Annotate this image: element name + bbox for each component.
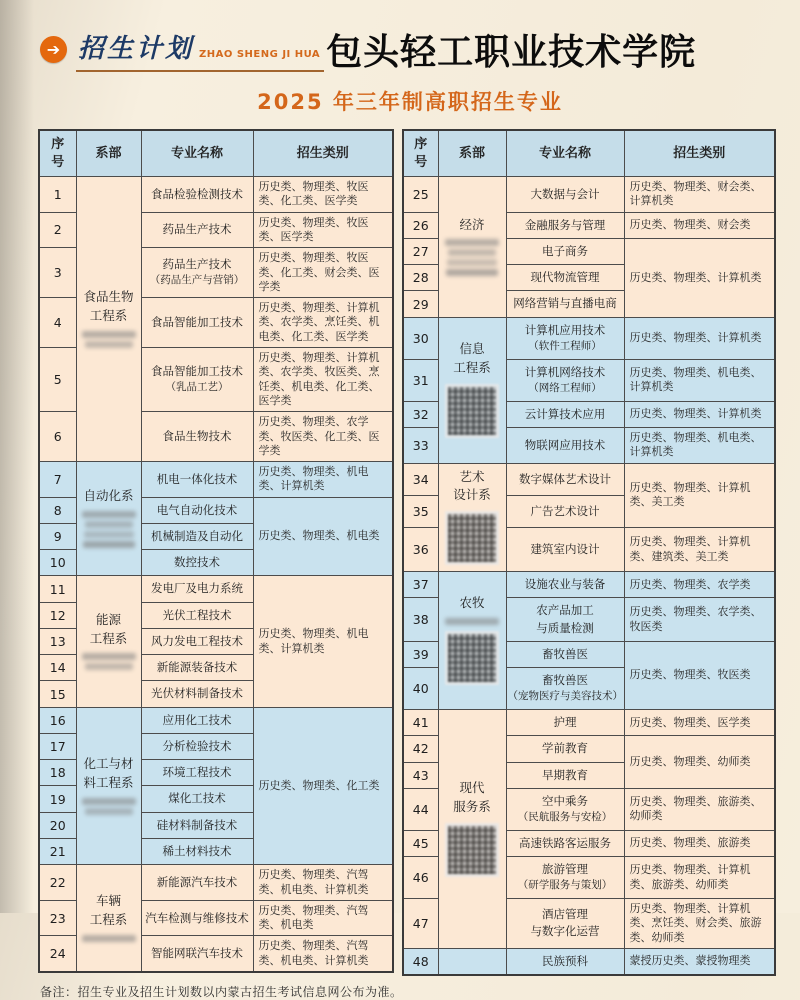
department-cell	[438, 317, 506, 463]
major-name: 与质量检测	[536, 620, 594, 635]
row-number: 42	[403, 736, 438, 762]
row-number: 24	[39, 936, 76, 972]
major-name: 旅游管理	[542, 862, 588, 877]
major-name: 食品智能加工技术	[151, 364, 243, 379]
major-name: 智能网联汽车技术	[151, 946, 243, 961]
major-cell	[506, 572, 624, 598]
major-name: 农产品加工	[536, 603, 594, 618]
category-cell: 历史类、物理类、汽驾类、机电类、计算机类	[253, 865, 393, 901]
tables-area	[0, 116, 800, 976]
row-number: 45	[403, 830, 438, 856]
category-cell: 历史类、物理类、牧医类、化工类、医学类	[253, 177, 393, 213]
major-cell	[506, 291, 624, 317]
row-number: 35	[403, 495, 438, 527]
major-cell	[141, 248, 253, 298]
category-cell: 历史类、物理类、财会类、计算机类	[624, 177, 775, 213]
row-number: 29	[403, 291, 438, 317]
department-name: 食品生物	[83, 289, 134, 305]
major-name: 酒店管理	[542, 907, 588, 922]
major-name: 汽车检测与维修技术	[145, 910, 249, 925]
redacted-text	[81, 511, 137, 548]
major-cell	[141, 576, 253, 602]
department-cell	[438, 572, 506, 710]
row-number: 34	[403, 463, 438, 495]
department-name: 工程系	[89, 912, 128, 928]
category-cell: 历史类、物理类、农学类、牧医类	[624, 598, 775, 642]
header-row	[403, 130, 775, 177]
category-cell: 历史类、物理类、汽驾类、机电类、计算机类	[253, 936, 393, 972]
major-name: 分析检验技术	[162, 738, 232, 753]
qr-code	[445, 384, 499, 438]
major-cell	[141, 212, 253, 248]
category-cell: 历史类、物理类、汽驾类、机电类	[253, 900, 393, 936]
major-cell	[141, 298, 253, 348]
major-name: 建筑室内设计	[530, 541, 600, 556]
major-cell	[506, 762, 624, 788]
category-cell: 蒙授历史类、蒙授物理类	[624, 948, 775, 975]
major-cell	[141, 497, 253, 523]
major-cell	[506, 177, 624, 213]
row-number: 23	[39, 900, 76, 936]
major-cell	[141, 936, 253, 972]
major-cell	[141, 523, 253, 549]
header-row	[39, 130, 393, 177]
enrollment-table-left-container	[38, 129, 394, 973]
row-number: 38	[403, 598, 438, 642]
category-cell: 历史类、物理类、农学类、牧医类、化工类、医学类	[253, 412, 393, 462]
category-cell: 历史类、物理类、机电类、计算机类	[624, 427, 775, 463]
row-number: 15	[39, 681, 76, 707]
row-number: 26	[403, 212, 438, 238]
major-cell	[141, 550, 253, 576]
row-number: 1	[39, 177, 76, 213]
major-cell	[141, 900, 253, 936]
major-name: 计算机网络技术	[524, 364, 606, 379]
major-name: 畜牧兽医	[542, 673, 588, 688]
column-header: 招生类别	[624, 130, 775, 177]
row-number: 8	[39, 497, 76, 523]
major-name: 护理	[553, 715, 577, 730]
category-cell: 历史类、物理类、牧医类、医学类	[253, 212, 393, 248]
row-number: 41	[403, 710, 438, 736]
column-header: 序号	[403, 130, 438, 177]
major-cell	[506, 528, 624, 572]
major-name: 电气自动化技术	[156, 502, 238, 517]
major-name: 数控技术	[174, 555, 220, 570]
category-cell: 历史类、物理类、计算机类	[624, 401, 775, 427]
department-name: 经济	[459, 216, 485, 232]
row-number: 6	[39, 412, 76, 462]
row-number: 7	[39, 462, 76, 498]
row-number: 16	[39, 707, 76, 733]
row-number: 11	[39, 576, 76, 602]
major-name: （乳品工艺）	[165, 381, 229, 394]
major-name: 金融服务与管理	[524, 217, 606, 232]
row-number: 9	[39, 523, 76, 549]
column-header: 专业名称	[506, 130, 624, 177]
table-row	[39, 177, 393, 213]
category-cell: 历史类、物理类、计算机类	[624, 238, 775, 317]
category-cell: 历史类、物理类、农学类	[624, 572, 775, 598]
major-cell	[506, 830, 624, 856]
table-row	[403, 463, 775, 495]
major-cell	[506, 598, 624, 642]
category-cell: 历史类、物理类、机电类、计算机类	[253, 462, 393, 498]
row-number: 30	[403, 317, 438, 359]
major-name: 广告艺术设计	[530, 503, 600, 518]
category-cell: 历史类、物理类、旅游类、幼师类	[624, 788, 775, 830]
row-number: 12	[39, 602, 76, 628]
row-number: 14	[39, 655, 76, 681]
major-name: （药品生产与营销）	[149, 274, 245, 287]
major-cell	[141, 838, 253, 864]
major-name: 煤化工技术	[168, 791, 226, 806]
department-name: 自动化系	[83, 488, 134, 504]
major-cell	[141, 628, 253, 654]
category-cell: 历史类、物理类、计算机类、农学类、牧医类、烹饪类、机电类、化工类、医学类	[253, 348, 393, 412]
row-number: 39	[403, 641, 438, 667]
column-header: 专业名称	[141, 130, 253, 177]
category-cell: 历史类、物理类、机电类	[253, 497, 393, 576]
row-number: 5	[39, 348, 76, 412]
major-cell	[141, 760, 253, 786]
major-cell	[506, 401, 624, 427]
row-number: 3	[39, 248, 76, 298]
major-cell	[506, 212, 624, 238]
tag-block	[76, 28, 324, 72]
row-number: 19	[39, 786, 76, 812]
major-name: 大数据与会计	[530, 186, 600, 201]
row-number: 48	[403, 948, 438, 975]
major-cell	[506, 899, 624, 949]
major-name: （宠物医疗与美容技术）	[507, 690, 623, 703]
row-number: 17	[39, 733, 76, 759]
major-cell	[506, 641, 624, 667]
redacted-text	[444, 239, 500, 276]
department-name: 服务系	[453, 798, 491, 814]
department-name: 信息	[459, 341, 485, 357]
category-cell: 历史类、物理类、计算机类、建筑类、美工类	[624, 528, 775, 572]
row-number: 2	[39, 212, 76, 248]
category-cell: 历史类、物理类、医学类	[624, 710, 775, 736]
department-cell	[76, 576, 141, 707]
major-name: 药品生产技术	[162, 222, 232, 237]
major-name: 药品生产技术	[162, 257, 232, 272]
qr-code	[445, 631, 499, 685]
page-subtitle: 2025 年三年制高职招生专业	[257, 90, 563, 114]
table-row	[403, 710, 775, 736]
major-cell	[506, 463, 624, 495]
redacted-text	[81, 935, 137, 942]
major-name: 云计算技术应用	[524, 406, 606, 421]
category-cell: 历史类、物理类、幼师类	[624, 736, 775, 789]
table-row	[39, 576, 393, 602]
table-row	[39, 865, 393, 901]
table-row	[403, 177, 775, 213]
department-name: 设计系	[453, 487, 491, 503]
column-header: 序号	[39, 130, 76, 177]
department-name: 化工与材	[83, 756, 134, 772]
redacted-text	[81, 798, 137, 815]
major-cell	[506, 427, 624, 463]
major-cell	[506, 857, 624, 899]
major-name: 硅材料制备技术	[156, 817, 238, 832]
row-number: 47	[403, 899, 438, 949]
major-name: 食品检验检测技术	[151, 186, 243, 201]
major-name: 学前教育	[542, 741, 588, 756]
row-number: 31	[403, 359, 438, 401]
major-name: 机械制造及自动化	[151, 528, 243, 543]
major-name: （网络工程师）	[528, 381, 602, 394]
department-name: 工程系	[89, 308, 128, 324]
row-number: 32	[403, 401, 438, 427]
major-name: 早期教育	[542, 767, 588, 782]
row-number: 13	[39, 628, 76, 654]
major-name: 光伏材料制备技术	[151, 686, 243, 701]
major-name: 光伏工程技术	[162, 607, 232, 622]
table-row	[403, 317, 775, 359]
major-cell	[141, 462, 253, 498]
major-cell	[141, 733, 253, 759]
table-row	[403, 572, 775, 598]
major-cell	[141, 412, 253, 462]
major-name: （研学服务与策划）	[517, 879, 613, 892]
redacted-text	[81, 331, 137, 348]
major-cell	[141, 681, 253, 707]
category-cell: 历史类、物理类、牧医类	[624, 641, 775, 709]
row-number: 36	[403, 528, 438, 572]
table-row	[39, 707, 393, 733]
category-cell: 历史类、物理类、机电类、计算机类	[624, 359, 775, 401]
department-name: 料工程系	[83, 774, 134, 790]
redacted-text	[444, 618, 500, 625]
department-cell	[438, 177, 506, 318]
category-cell: 历史类、物理类、牧医类、化工类、财会类、医学类	[253, 248, 393, 298]
major-name: 新能源汽车技术	[156, 874, 238, 889]
department-cell	[76, 462, 141, 576]
row-number: 18	[39, 760, 76, 786]
major-name: 稀土材料技术	[162, 843, 232, 858]
row-number: 40	[403, 668, 438, 710]
table-row	[403, 948, 775, 975]
major-name: 空中乘务	[542, 793, 588, 808]
major-name: 民族预科	[542, 953, 588, 968]
column-header: 系部	[438, 130, 506, 177]
row-number: 20	[39, 812, 76, 838]
poster-header	[0, 0, 800, 116]
major-name: 环境工程技术	[162, 765, 232, 780]
major-cell	[141, 177, 253, 213]
major-name: 机电一体化技术	[156, 471, 238, 486]
qr-code	[445, 511, 499, 565]
qr-code	[445, 823, 499, 877]
major-name: 现代物流管理	[530, 270, 600, 285]
arrow-icon: ➔	[40, 36, 67, 63]
row-number: 27	[403, 238, 438, 264]
column-header: 系部	[76, 130, 141, 177]
major-name: 食品生物技术	[162, 429, 232, 444]
footnote: 备注：招生专业及招生计划数以内蒙古招生考试信息网公布为准。	[40, 985, 403, 1000]
row-number: 21	[39, 838, 76, 864]
major-name: 计算机应用技术	[524, 322, 606, 337]
major-cell	[141, 655, 253, 681]
row-number: 44	[403, 788, 438, 830]
department-cell	[438, 463, 506, 572]
category-cell: 历史类、物理类、机电类、计算机类	[253, 576, 393, 707]
department-name: 工程系	[453, 360, 491, 376]
major-cell	[141, 865, 253, 901]
category-cell: 历史类、物理类、计算机类、旅游类、幼师类	[624, 857, 775, 899]
college-title: 包头轻工职业技术学院	[326, 32, 697, 73]
title-row	[40, 24, 780, 75]
row-number: 4	[39, 298, 76, 348]
major-name: 网络营销与直播电商	[513, 296, 617, 311]
category-cell: 历史类、物理类、计算机类、农学类、烹饪类、机电类、化工类、医学类	[253, 298, 393, 348]
department-name: 艺术	[459, 468, 485, 484]
category-cell: 历史类、物理类、化工类	[253, 707, 393, 865]
major-name: 发电厂及电力系统	[151, 581, 243, 596]
column-header: 招生类别	[253, 130, 393, 177]
category-cell: 历史类、物理类、财会类	[624, 212, 775, 238]
row-number: 28	[403, 265, 438, 291]
major-cell	[506, 948, 624, 975]
redacted-text	[81, 653, 137, 670]
department-name: 农牧	[459, 595, 485, 611]
row-number: 10	[39, 550, 76, 576]
department-cell	[76, 177, 141, 462]
row-number: 22	[39, 865, 76, 901]
major-cell	[506, 495, 624, 527]
enrollment-table-left	[38, 129, 394, 973]
department-name: 现代	[459, 780, 485, 796]
major-name: 数字媒体艺术设计	[519, 471, 611, 486]
category-cell: 历史类、物理类、计算机类	[624, 317, 775, 359]
major-cell	[506, 668, 624, 710]
major-cell	[506, 736, 624, 762]
major-name: 电子商务	[542, 243, 588, 258]
major-name: 物联网应用技术	[524, 437, 606, 452]
major-name: 应用化工技术	[162, 712, 232, 727]
major-name: 食品智能加工技术	[151, 314, 243, 329]
major-cell	[506, 265, 624, 291]
enrollment-table-right	[402, 129, 776, 976]
department-cell	[76, 707, 141, 865]
major-name: 与数字化运营	[530, 924, 600, 939]
major-name: （软件工程师）	[528, 339, 602, 352]
major-cell	[506, 317, 624, 359]
department-name: 车辆	[95, 893, 121, 909]
department-name: 工程系	[89, 630, 128, 646]
row-number: 43	[403, 762, 438, 788]
major-cell	[506, 710, 624, 736]
major-cell	[141, 812, 253, 838]
department-cell	[438, 948, 506, 975]
major-name: 高速铁路客运服务	[519, 835, 611, 850]
major-cell	[141, 707, 253, 733]
major-name: （民航服务与安检）	[517, 811, 613, 824]
department-name: 能源	[95, 611, 121, 627]
category-cell: 历史类、物理类、计算机类、烹饪类、财会类、旅游类、幼师类	[624, 899, 775, 949]
major-cell	[141, 786, 253, 812]
row-number: 25	[403, 177, 438, 213]
row-number: 33	[403, 427, 438, 463]
category-cell: 历史类、物理类、旅游类	[624, 830, 775, 856]
tag-pinyin: ZHAO SHENG JI HUA	[199, 48, 321, 60]
major-cell	[506, 359, 624, 401]
major-cell	[506, 238, 624, 264]
department-cell	[76, 865, 141, 972]
major-name: 新能源装备技术	[156, 660, 238, 675]
major-cell	[506, 788, 624, 830]
table-row	[39, 462, 393, 498]
enrollment-table-right-container	[402, 129, 776, 976]
row-number: 46	[403, 857, 438, 899]
category-cell: 历史类、物理类、计算机类、美工类	[624, 463, 775, 528]
major-cell	[141, 348, 253, 412]
major-name: 设施农业与装备	[524, 577, 606, 592]
tag-label: 招生计划	[78, 33, 195, 64]
major-name: 风力发电工程技术	[151, 633, 243, 648]
row-number: 37	[403, 572, 438, 598]
major-cell	[141, 602, 253, 628]
major-name: 畜牧兽医	[542, 646, 588, 661]
